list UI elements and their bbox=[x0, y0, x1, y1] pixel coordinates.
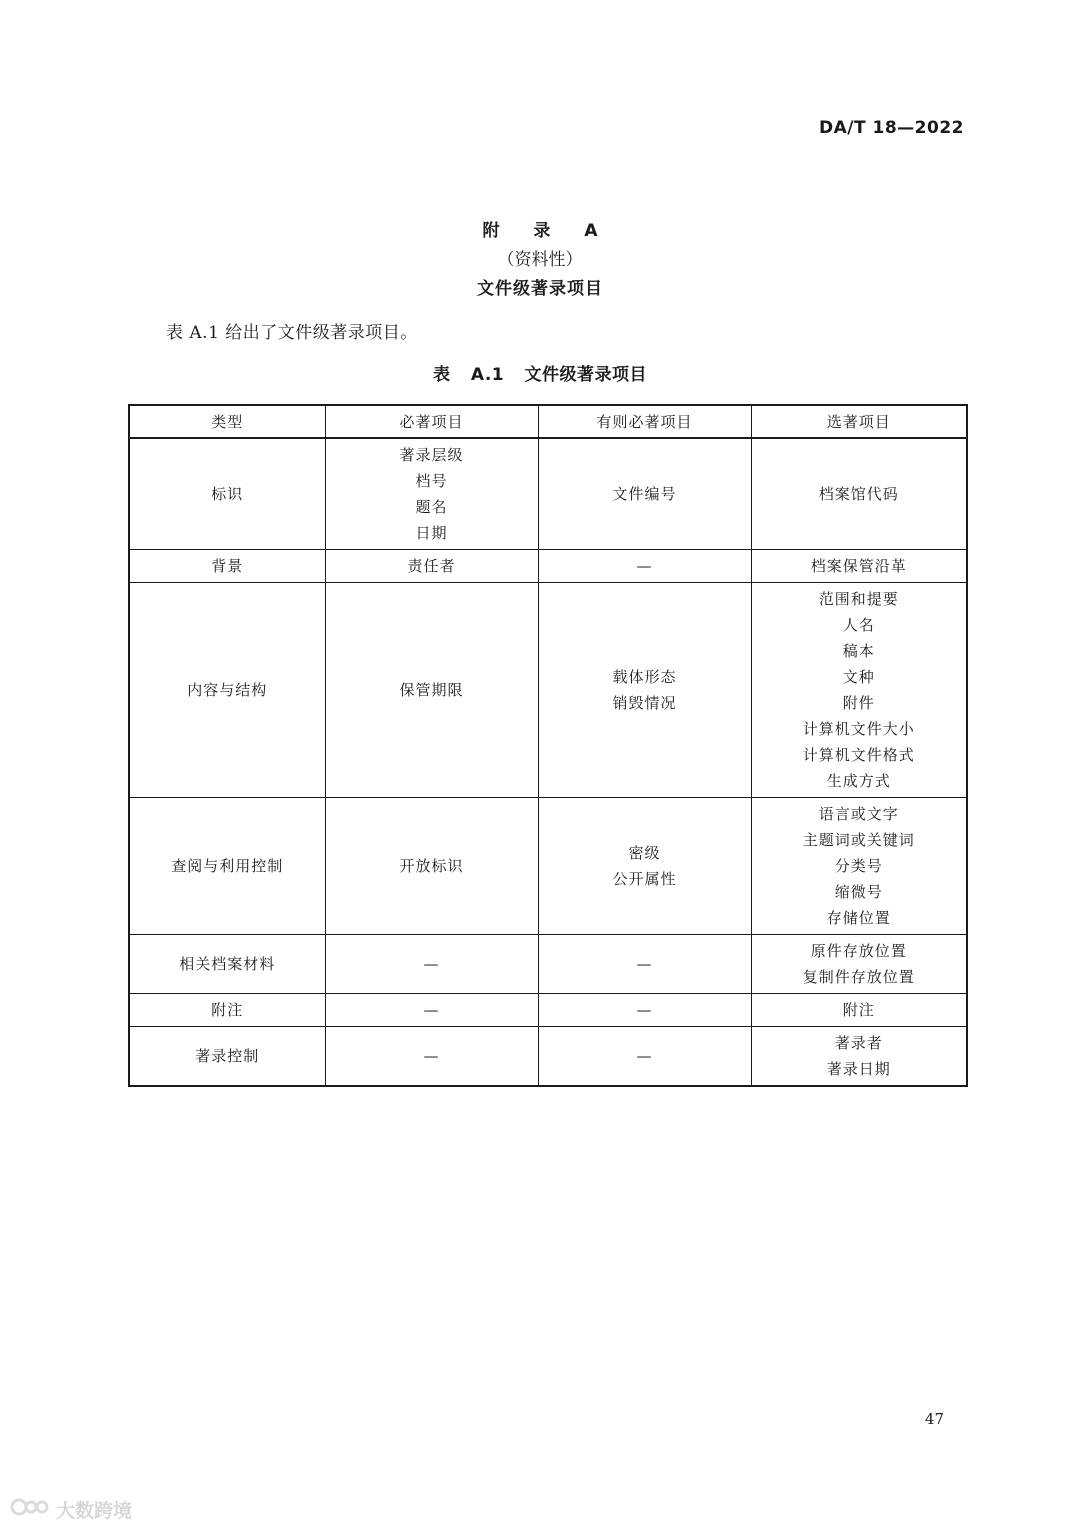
cell-line: 稿本 bbox=[842, 642, 875, 660]
appendix-type: （资料性） bbox=[497, 250, 583, 270]
table-row bbox=[129, 798, 967, 935]
cell-line: — bbox=[636, 955, 653, 973]
cell-line: 档号 bbox=[415, 472, 448, 490]
conditional-cell bbox=[538, 583, 751, 798]
column-header-required: 必著项目 bbox=[325, 405, 538, 438]
cell-line: 密级 bbox=[628, 844, 661, 862]
logo-icon bbox=[10, 1494, 50, 1524]
descriptive-items-table bbox=[128, 404, 968, 1087]
cell-line: 计算机文件格式 bbox=[802, 746, 915, 764]
cell-line: 档案馆代码 bbox=[818, 485, 899, 503]
cell-line: 附注 bbox=[842, 1001, 875, 1019]
table-row bbox=[129, 550, 967, 583]
conditional-cell bbox=[538, 550, 751, 583]
table-row bbox=[129, 583, 967, 798]
cell-line: 销毁情况 bbox=[612, 694, 677, 712]
table-caption: 表 A.1 文件级著录项目 bbox=[432, 365, 648, 385]
cell-line: 语言或文字 bbox=[818, 805, 899, 823]
column-header-type: 类型 bbox=[129, 405, 325, 438]
cell-line: 开放标识 bbox=[399, 857, 464, 875]
appendix-title: 附 录 A bbox=[482, 221, 612, 241]
column-header-optional: 选著项目 bbox=[751, 405, 967, 438]
required-cell bbox=[325, 1027, 538, 1087]
cell-line: — bbox=[636, 1001, 653, 1019]
type-cell: 查阅与利用控制 bbox=[129, 798, 325, 935]
cell-line: 原件存放位置 bbox=[810, 942, 907, 960]
required-cell bbox=[325, 994, 538, 1027]
cell-line: — bbox=[636, 1047, 653, 1065]
required-cell bbox=[325, 583, 538, 798]
watermark bbox=[10, 1492, 132, 1526]
cell-line: — bbox=[423, 955, 440, 973]
table-row bbox=[129, 1027, 967, 1087]
cell-line: 著录层级 bbox=[399, 446, 464, 464]
cell-line: — bbox=[636, 557, 653, 575]
cell-line: 著录者 bbox=[834, 1034, 883, 1052]
required-cell bbox=[325, 438, 538, 550]
cell-line: 复制件存放位置 bbox=[802, 968, 915, 986]
cell-line: 主题词或关键词 bbox=[802, 831, 915, 849]
optional-cell bbox=[751, 935, 967, 994]
cell-line: 附件 bbox=[842, 694, 875, 712]
optional-cell bbox=[751, 550, 967, 583]
appendix-subtitle: 文件级著录项目 bbox=[477, 279, 603, 299]
cell-line: 档案保管沿革 bbox=[810, 557, 907, 575]
table-row bbox=[129, 438, 967, 550]
conditional-cell bbox=[538, 1027, 751, 1087]
type-cell: 标识 bbox=[129, 438, 325, 550]
optional-cell bbox=[751, 583, 967, 798]
type-cell: 背景 bbox=[129, 550, 325, 583]
type-cell: 相关档案材料 bbox=[129, 935, 325, 994]
cell-line: 载体形态 bbox=[612, 668, 677, 686]
cell-line: — bbox=[423, 1001, 440, 1019]
type-cell: 内容与结构 bbox=[129, 583, 325, 798]
table-row bbox=[129, 994, 967, 1027]
required-cell bbox=[325, 550, 538, 583]
optional-cell bbox=[751, 994, 967, 1027]
conditional-cell bbox=[538, 935, 751, 994]
type-cell: 著录控制 bbox=[129, 1027, 325, 1087]
cell-line: 计算机文件大小 bbox=[802, 720, 915, 738]
cell-line: 人名 bbox=[842, 616, 875, 634]
type-cell: 附注 bbox=[129, 994, 325, 1027]
column-header-conditional: 有则必著项目 bbox=[538, 405, 751, 438]
conditional-cell bbox=[538, 798, 751, 935]
cell-line: 公开属性 bbox=[612, 870, 677, 888]
table-row bbox=[129, 935, 967, 994]
optional-cell bbox=[751, 438, 967, 550]
cell-line: 生成方式 bbox=[826, 772, 891, 790]
cell-line: 缩微号 bbox=[834, 883, 883, 901]
cell-line: 责任者 bbox=[407, 557, 456, 575]
cell-line: 著录日期 bbox=[826, 1060, 891, 1078]
cell-line: 日期 bbox=[415, 524, 448, 542]
cell-line: 分类号 bbox=[834, 857, 883, 875]
conditional-cell bbox=[538, 438, 751, 550]
required-cell bbox=[325, 935, 538, 994]
cell-line: 文种 bbox=[842, 668, 875, 686]
cell-line: 题名 bbox=[415, 498, 448, 516]
watermark-text: 大数跨境 bbox=[56, 1499, 133, 1522]
cell-line: — bbox=[423, 1047, 440, 1065]
cell-line: 文件编号 bbox=[612, 485, 677, 503]
cell-line: 范围和提要 bbox=[818, 590, 899, 608]
cell-line: 保管期限 bbox=[399, 681, 464, 699]
intro-paragraph: 表 A.1 给出了文件级著录项目。 bbox=[166, 323, 418, 343]
optional-cell bbox=[751, 1027, 967, 1087]
cell-line: 存储位置 bbox=[826, 909, 891, 927]
required-cell bbox=[325, 798, 538, 935]
page-number: 47 bbox=[924, 1410, 944, 1428]
table-header-row bbox=[129, 405, 967, 438]
optional-cell bbox=[751, 798, 967, 935]
conditional-cell bbox=[538, 994, 751, 1027]
standard-code: DA/T 18—2022 bbox=[819, 118, 964, 138]
